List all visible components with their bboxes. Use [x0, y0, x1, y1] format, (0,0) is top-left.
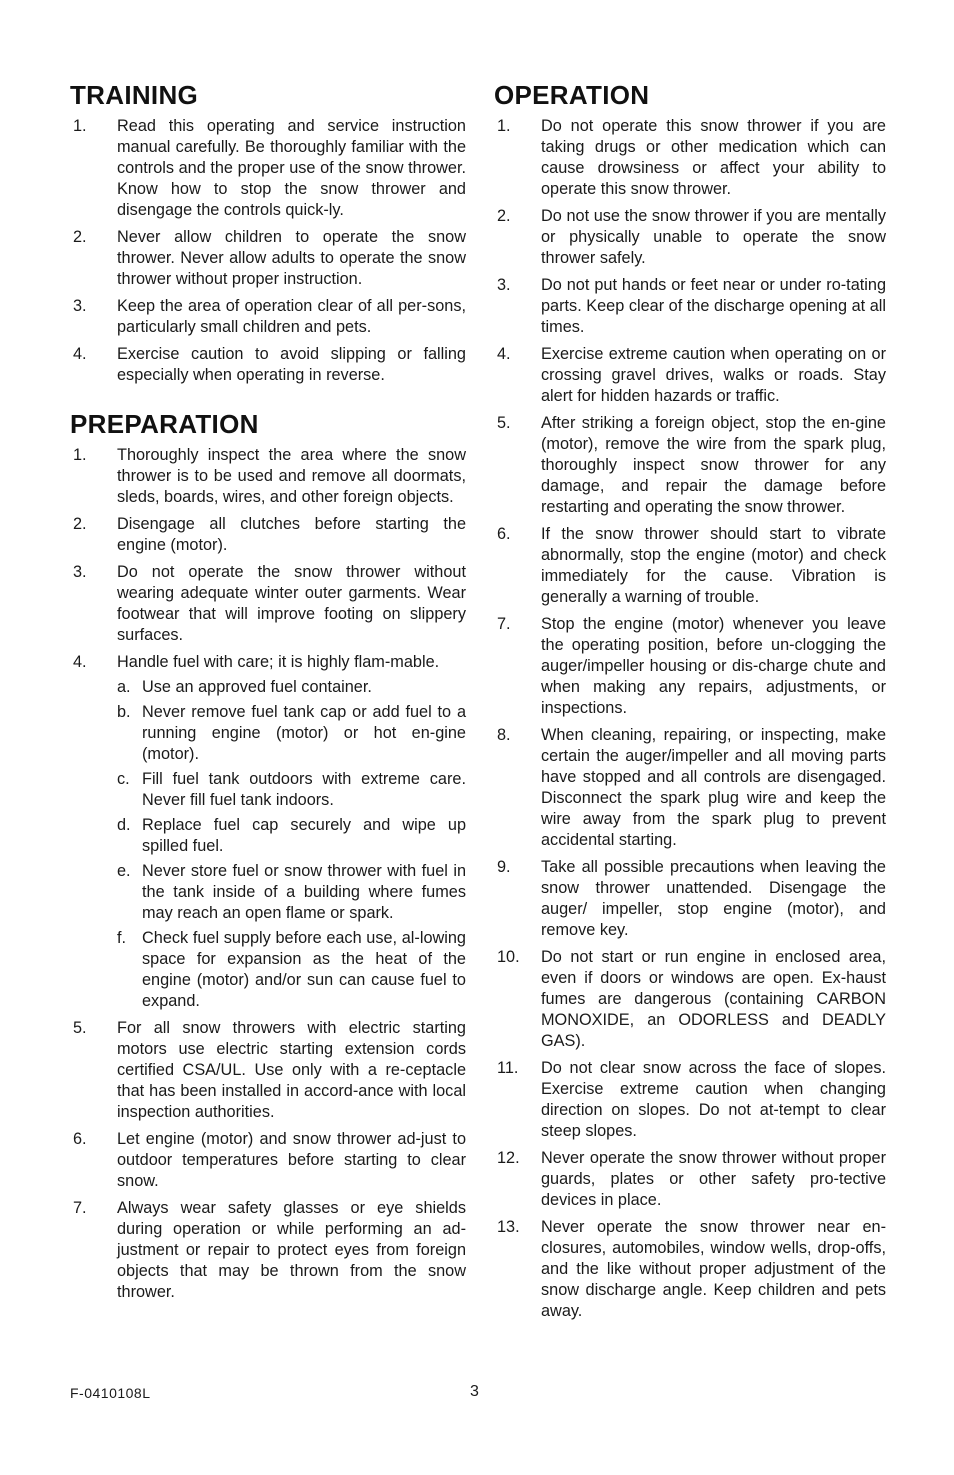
item-text: Exercise extreme caution when operating on or crossing gravel drives, walks or roads. Stay alert for hidden hazards or traffic. [541, 345, 886, 405]
item-text: Do not operate the snow thrower without wearing adequate winter outer garments. Wear footwear that will improve footing on slippery surfaces. [117, 563, 466, 644]
list-item [70, 227, 466, 290]
item-text: Do not put hands or feet near or under ro-tating parts. Keep clear of the discharge opening at all times. [541, 276, 886, 336]
preparation-heading: PREPARATION [70, 409, 259, 439]
item-number: 7. [73, 1199, 87, 1217]
list-item [494, 275, 886, 338]
item-number: 8. [497, 726, 511, 744]
document-code: F-0410108L [70, 1385, 151, 1401]
list-item [70, 445, 466, 508]
left-column [70, 80, 466, 1309]
list-item [494, 857, 886, 941]
sub-list-item [117, 677, 466, 698]
item-number: c. [117, 770, 130, 788]
item-number: 7. [497, 615, 511, 633]
sub-list-item [117, 928, 466, 1012]
item-number: 6. [73, 1130, 87, 1148]
item-text: Replace fuel cap securely and wipe up spilled fuel. [142, 816, 466, 855]
item-number: 3. [73, 563, 87, 581]
item-text: Take all possible precautions when leaving the snow thrower unattended. Disengage the auger/ impeller, stop engine (motor), and remove key. [541, 858, 886, 939]
item-number: 2. [497, 207, 511, 225]
item-number: 3. [497, 276, 511, 294]
item-text: Disengage all clutches before starting the engine (motor). [117, 515, 466, 554]
item-text: After striking a foreign object, stop the en-gine (motor), remove the wire from the spark plug, thoroughly inspect snow thrower for any damage, and repair the damage before restarting and operating the snow thrower. [541, 414, 886, 516]
list-item [494, 206, 886, 269]
item-number: 2. [73, 515, 87, 533]
list-item [494, 1058, 886, 1142]
list-item [494, 1148, 886, 1211]
list-item [70, 652, 466, 1012]
training-section [70, 80, 466, 386]
item-text: Never store fuel or snow thrower with fuel in the tank inside of a building where fumes may reach an open flame or spark. [142, 862, 466, 922]
item-text: Never remove fuel tank cap or add fuel to a running engine (motor) or hot en-gine (motor). [142, 703, 466, 763]
item-text: Thoroughly inspect the area where the snow thrower is to be used and remove all doormats, sleds, boards, wires, and other foreign objects. [117, 446, 466, 506]
item-number: 3. [73, 297, 87, 315]
item-number: 1. [73, 117, 87, 135]
item-number: 4. [73, 345, 87, 363]
item-text: Never operate the snow thrower near en-closures, automobiles, window wells, drop-offs, and the like without proper adjustment of the snow discharge angle. Keep children and pets away. [541, 1218, 886, 1320]
item-number: a. [117, 678, 131, 696]
item-text: Use an approved fuel container. [142, 678, 372, 696]
item-number: 5. [73, 1019, 87, 1037]
item-text: Never operate the snow thrower without proper guards, plates or other safety pro-tective devices in place. [541, 1149, 886, 1209]
sub-list-item [117, 702, 466, 765]
item-text: For all snow throwers with electric starting motors use electric starting extension cords certified CSA/UL. Use only with a re-ceptacle that has been installed in accord-ance with local inspection authorities. [117, 1019, 466, 1121]
sub-list-item [117, 769, 466, 811]
item-text: Let engine (motor) and snow thrower ad-just to outdoor temperatures before starting to clear snow. [117, 1130, 466, 1190]
preparation-list [70, 445, 466, 1303]
training-list [70, 116, 466, 386]
list-item [70, 562, 466, 646]
item-number: d. [117, 816, 131, 834]
item-number: 2. [73, 228, 87, 246]
operation-section [494, 80, 886, 1322]
item-number: b. [117, 703, 131, 721]
list-item [70, 344, 466, 386]
list-item [494, 524, 886, 608]
item-text: Do not start or run engine in enclosed area, even if doors or windows are open. Ex-haust fumes are dangerous (containing CARBON MONOXIDE, an ODORLESS and DEADLY GAS). [541, 948, 886, 1050]
list-item [70, 1129, 466, 1192]
item-number: 9. [497, 858, 511, 876]
item-text: Read this operating and service instruction manual carefully. Be thoroughly familiar with the controls and the proper use of the snow thrower. Know how to stop the snow thrower and disengage the controls quick-ly. [117, 117, 466, 219]
item-number: 13. [497, 1218, 520, 1236]
item-text: Keep the area of operation clear of all per-sons, particularly small children and pets. [117, 297, 466, 336]
item-text: Always wear safety glasses or eye shields during operation or while performing an ad-justment or repair to protect eyes from foreign objects that may be thrown from the snow thrower. [117, 1199, 466, 1301]
operation-heading: OPERATION [494, 80, 650, 110]
list-item [70, 1018, 466, 1123]
list-item [70, 1198, 466, 1303]
list-item [494, 344, 886, 407]
list-item [494, 725, 886, 851]
item-text: If the snow thrower should start to vibrate abnormally, stop the engine (motor) and check immediately for the cause. Vibration is generally a warning of trouble. [541, 525, 886, 606]
sub-list-item [117, 815, 466, 857]
item-text: When cleaning, repairing, or inspecting, make certain the auger/impeller and all moving parts have stopped and all controls are disengaged. Disconnect the spark plug wire and keep the wire away from the spark plug to prevent accidental starting. [541, 726, 886, 849]
item-number: 1. [497, 117, 511, 135]
item-number: 10. [497, 948, 520, 966]
item-number: 6. [497, 525, 511, 543]
operation-list [494, 116, 886, 1322]
sub-list-item [117, 861, 466, 924]
list-item [70, 296, 466, 338]
item-text: Do not operate this snow thrower if you are taking drugs or other medication which can cause drowsiness or affect your ability to operate this snow thrower. [541, 117, 886, 198]
right-column [494, 80, 886, 1328]
item-number: 5. [497, 414, 511, 432]
item-number: 11. [497, 1059, 519, 1077]
preparation-section [70, 409, 466, 1303]
item-number: 12. [497, 1149, 520, 1167]
item-text: Fill fuel tank outdoors with extreme care. Never fill fuel tank indoors. [142, 770, 466, 809]
list-item [494, 614, 886, 719]
item-text: Check fuel supply before each use, al-lowing space for expansion as the heat of the engine (motor) and/or sun can cause fuel to expand. [142, 929, 466, 1010]
item-text: Do not clear snow across the face of slopes. Exercise extreme caution when changing direction on slopes. Do not at-tempt to clear steep slopes. [541, 1059, 886, 1140]
item-text: Do not use the snow thrower if you are mentally or physically unable to operate the snow thrower safely. [541, 207, 886, 267]
item-number: f. [117, 929, 127, 947]
item-text: Handle fuel with care; it is highly flam-mable. [117, 653, 440, 671]
item-number: 1. [73, 446, 87, 464]
list-item [494, 413, 886, 518]
item-text: Never allow children to operate the snow thrower. Never allow adults to operate the snow thrower without proper instruction. [117, 228, 466, 288]
training-heading: TRAINING [70, 80, 199, 110]
item-number: 4. [73, 653, 87, 671]
list-item [494, 947, 886, 1052]
list-item [494, 116, 886, 200]
list-item [70, 514, 466, 556]
list-item [494, 1217, 886, 1322]
item-text: Stop the engine (motor) whenever you leave the operating position, before un-clogging the auger/impeller housing or dis-charge chute and when making any repairs, adjustments, or inspections. [541, 615, 886, 717]
list-item [70, 116, 466, 221]
sub-list [117, 677, 466, 1012]
item-number: e. [117, 862, 131, 880]
item-number: 4. [497, 345, 511, 363]
item-text: Exercise caution to avoid slipping or falling especially when operating in reverse. [117, 345, 466, 384]
page-number: 3 [470, 1383, 479, 1400]
